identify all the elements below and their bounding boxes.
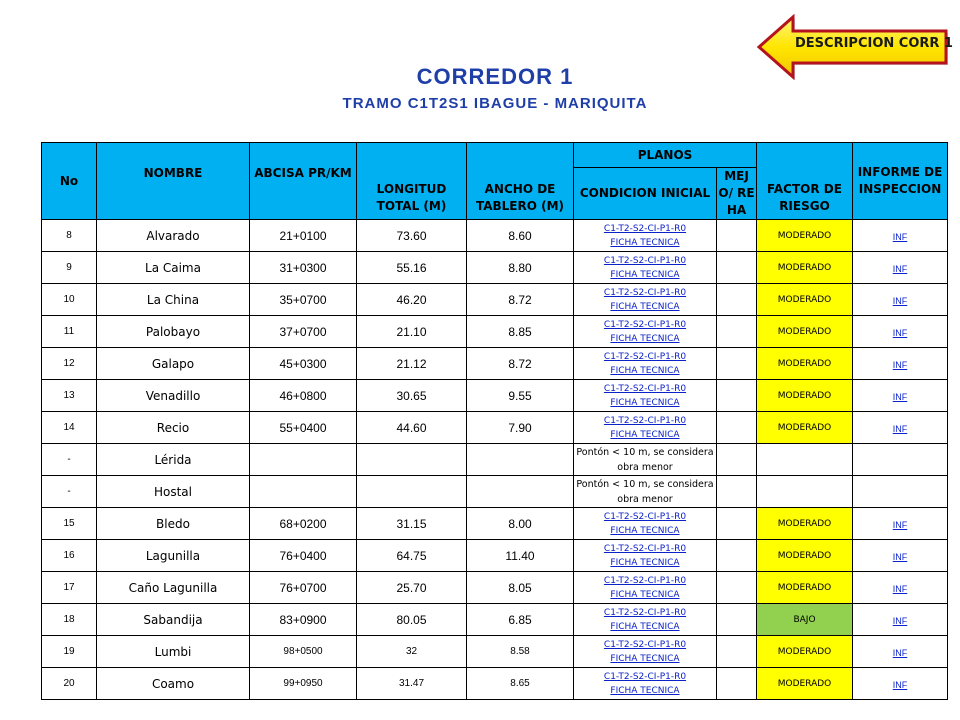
row-number: 18 <box>42 604 97 636</box>
risk-badge: MODERADO <box>757 540 853 572</box>
header-abcisa: ABCISA PR/KM <box>250 143 357 220</box>
plan-code-link[interactable]: C1-T2-S2-CI-P1-R0 <box>603 511 687 522</box>
plan-code-link[interactable]: C1-T2-S2-CI-P1-R0 <box>603 575 687 586</box>
table-row <box>42 380 948 412</box>
bridge-table <box>41 142 948 700</box>
plan-code-link[interactable]: C1-T2-S2-CI-P1-R0 <box>603 543 687 554</box>
longitud-cell: 64.75 <box>357 540 467 572</box>
abcisa-cell <box>250 476 357 508</box>
plan-cell <box>574 412 717 444</box>
mejora-cell <box>717 508 757 540</box>
plan-cell <box>574 316 717 348</box>
mejora-cell <box>717 444 757 476</box>
header-no: No <box>42 143 97 220</box>
abcisa-cell: 31+0300 <box>250 252 357 284</box>
bridge-name: Lagunilla <box>97 540 250 572</box>
ancho-cell: 8.00 <box>467 508 574 540</box>
bridge-name: Venadillo <box>97 380 250 412</box>
header-condicion: CONDICION INICIAL <box>574 168 717 220</box>
inf-link[interactable]: INF <box>892 615 908 626</box>
ficha-tecnica-link[interactable]: FICHA TECNICA <box>610 557 680 568</box>
ancho-cell: 6.85 <box>467 604 574 636</box>
report-cell <box>853 508 948 540</box>
inf-link[interactable]: INF <box>892 295 908 306</box>
header-ancho: ANCHO DE TABLERO (M) <box>467 143 574 220</box>
plan-cell <box>574 540 717 572</box>
mejora-cell <box>717 476 757 508</box>
report-cell <box>853 668 948 700</box>
row-number: 20 <box>42 668 97 700</box>
plan-cell <box>574 636 717 668</box>
header-nombre: NOMBRE <box>97 143 250 220</box>
ancho-cell <box>467 476 574 508</box>
ficha-tecnica-link[interactable]: FICHA TECNICA <box>610 301 680 312</box>
ancho-cell: 9.55 <box>467 380 574 412</box>
risk-badge <box>757 476 853 508</box>
row-number: 15 <box>42 508 97 540</box>
bridge-name: Recio <box>97 412 250 444</box>
header-informe: INFORME DE INSPECCION <box>853 143 948 220</box>
ficha-tecnica-link[interactable]: FICHA TECNICA <box>610 621 680 632</box>
table-row <box>42 284 948 316</box>
longitud-cell: 44.60 <box>357 412 467 444</box>
ancho-cell: 11.40 <box>467 540 574 572</box>
table-row <box>42 668 948 700</box>
mejora-cell <box>717 380 757 412</box>
inf-link[interactable]: INF <box>892 423 908 434</box>
row-number: 12 <box>42 348 97 380</box>
ancho-cell: 7.90 <box>467 412 574 444</box>
risk-badge: BAJO <box>757 604 853 636</box>
report-cell <box>853 380 948 412</box>
mejora-cell <box>717 572 757 604</box>
bridge-name: Alvarado <box>97 220 250 252</box>
plan-code-link[interactable]: C1-T2-S2-CI-P1-R0 <box>603 287 687 298</box>
ancho-cell <box>467 444 574 476</box>
abcisa-cell: 21+0100 <box>250 220 357 252</box>
bridge-name: Hostal <box>97 476 250 508</box>
row-number: 14 <box>42 412 97 444</box>
bridge-name: Lumbi <box>97 636 250 668</box>
table-row <box>42 252 948 284</box>
plan-cell <box>574 348 717 380</box>
longitud-cell: 30.65 <box>357 380 467 412</box>
longitud-cell: 55.16 <box>357 252 467 284</box>
plan-note: Pontón < 10 m, se considera obra menor <box>576 446 714 473</box>
risk-badge: MODERADO <box>757 348 853 380</box>
ficha-tecnica-link[interactable]: FICHA TECNICA <box>610 653 680 664</box>
plan-cell <box>574 508 717 540</box>
ficha-tecnica-link[interactable]: FICHA TECNICA <box>610 525 680 536</box>
table-row <box>42 476 948 508</box>
longitud-cell: 21.12 <box>357 348 467 380</box>
table-row <box>42 348 948 380</box>
report-cell <box>853 636 948 668</box>
plan-cell <box>574 252 717 284</box>
plan-cell <box>574 668 717 700</box>
risk-badge: MODERADO <box>757 412 853 444</box>
mejora-cell <box>717 604 757 636</box>
plan-code-link[interactable]: C1-T2-S2-CI-P1-R0 <box>603 351 687 362</box>
longitud-cell: 46.20 <box>357 284 467 316</box>
table-row <box>42 572 948 604</box>
report-cell <box>853 316 948 348</box>
ficha-tecnica-link[interactable]: FICHA TECNICA <box>610 333 680 344</box>
table-row <box>42 636 948 668</box>
mejora-cell <box>717 348 757 380</box>
risk-badge: MODERADO <box>757 284 853 316</box>
longitud-cell: 32 <box>357 636 467 668</box>
row-number: - <box>42 476 97 508</box>
ficha-tecnica-link[interactable]: FICHA TECNICA <box>610 237 680 248</box>
back-arrow-label: DESCRIPCION CORR 1 <box>795 36 953 51</box>
longitud-cell: 73.60 <box>357 220 467 252</box>
bridge-name: La Caima <box>97 252 250 284</box>
longitud-cell <box>357 444 467 476</box>
plan-code-link[interactable]: C1-T2-S2-CI-P1-R0 <box>603 671 687 682</box>
ancho-cell: 8.60 <box>467 220 574 252</box>
inf-link[interactable]: INF <box>892 327 908 338</box>
mejora-cell <box>717 284 757 316</box>
mejora-cell <box>717 412 757 444</box>
inf-link[interactable]: INF <box>892 263 908 274</box>
risk-badge: MODERADO <box>757 252 853 284</box>
ficha-tecnica-link[interactable]: FICHA TECNICA <box>610 589 680 600</box>
table-row <box>42 316 948 348</box>
table-row <box>42 444 948 476</box>
abcisa-cell: 55+0400 <box>250 412 357 444</box>
abcisa-cell: 46+0800 <box>250 380 357 412</box>
plan-cell <box>574 444 717 476</box>
abcisa-cell <box>250 444 357 476</box>
ancho-cell: 8.05 <box>467 572 574 604</box>
ancho-cell: 8.80 <box>467 252 574 284</box>
table-row <box>42 508 948 540</box>
bridge-name: Coamo <box>97 668 250 700</box>
bridge-name: Galapo <box>97 348 250 380</box>
row-number: - <box>42 444 97 476</box>
inf-link[interactable]: INF <box>892 519 908 530</box>
table-row <box>42 604 948 636</box>
row-number: 17 <box>42 572 97 604</box>
plan-code-link[interactable]: C1-T2-S2-CI-P1-R0 <box>603 639 687 650</box>
plan-cell <box>574 476 717 508</box>
report-cell <box>853 444 948 476</box>
page-subtitle: TRAMO C1T2S1 IBAGUE - MARIQUITA <box>342 95 648 112</box>
mejora-cell <box>717 220 757 252</box>
bridge-name: Palobayo <box>97 316 250 348</box>
inf-link[interactable]: INF <box>892 231 908 242</box>
bridge-name: Lérida <box>97 444 250 476</box>
longitud-cell: 25.70 <box>357 572 467 604</box>
ancho-cell: 8.65 <box>467 668 574 700</box>
plan-cell <box>574 572 717 604</box>
table-row <box>42 220 948 252</box>
plan-cell <box>574 604 717 636</box>
ancho-cell: 8.85 <box>467 316 574 348</box>
abcisa-cell: 37+0700 <box>250 316 357 348</box>
longitud-cell <box>357 476 467 508</box>
longitud-cell: 31.47 <box>357 668 467 700</box>
plan-code-link[interactable]: C1-T2-S2-CI-P1-R0 <box>603 383 687 394</box>
mejora-cell <box>717 252 757 284</box>
report-cell <box>853 540 948 572</box>
bridge-name: Sabandija <box>97 604 250 636</box>
ficha-tecnica-link[interactable]: FICHA TECNICA <box>610 397 680 408</box>
plan-code-link[interactable]: C1-T2-S2-CI-P1-R0 <box>603 255 687 266</box>
abcisa-cell: 99+0950 <box>250 668 357 700</box>
plan-cell <box>574 284 717 316</box>
row-number: 11 <box>42 316 97 348</box>
report-cell <box>853 476 948 508</box>
ancho-cell: 8.72 <box>467 348 574 380</box>
header-factor: FACTOR DE RIESGO <box>757 143 853 220</box>
header-longitud: LONGITUD TOTAL (M) <box>357 143 467 220</box>
plan-note: Pontón < 10 m, se considera obra menor <box>576 478 714 505</box>
bridge-name: Caño Lagunilla <box>97 572 250 604</box>
longitud-cell: 80.05 <box>357 604 467 636</box>
abcisa-cell: 68+0200 <box>250 508 357 540</box>
abcisa-cell: 35+0700 <box>250 284 357 316</box>
abcisa-cell: 83+0900 <box>250 604 357 636</box>
risk-badge: MODERADO <box>757 316 853 348</box>
risk-badge: MODERADO <box>757 572 853 604</box>
inf-link[interactable]: INF <box>892 551 908 562</box>
plan-code-link[interactable]: C1-T2-S2-CI-P1-R0 <box>603 415 687 426</box>
inf-link[interactable]: INF <box>892 359 908 370</box>
header-mejora: MEJO/ REHA <box>717 168 757 220</box>
row-number: 19 <box>42 636 97 668</box>
ancho-cell: 8.58 <box>467 636 574 668</box>
bridge-name: Bledo <box>97 508 250 540</box>
longitud-cell: 21.10 <box>357 316 467 348</box>
table-row <box>42 412 948 444</box>
longitud-cell: 31.15 <box>357 508 467 540</box>
risk-badge: MODERADO <box>757 668 853 700</box>
plan-code-link[interactable]: C1-T2-S2-CI-P1-R0 <box>603 319 687 330</box>
mejora-cell <box>717 668 757 700</box>
abcisa-cell: 76+0400 <box>250 540 357 572</box>
report-cell <box>853 220 948 252</box>
inf-link[interactable]: INF <box>892 583 908 594</box>
report-cell <box>853 604 948 636</box>
report-cell <box>853 348 948 380</box>
report-cell <box>853 284 948 316</box>
mejora-cell <box>717 636 757 668</box>
ficha-tecnica-link[interactable]: FICHA TECNICA <box>610 685 680 696</box>
inf-link[interactable]: INF <box>892 679 908 690</box>
abcisa-cell: 98+0500 <box>250 636 357 668</box>
row-number: 8 <box>42 220 97 252</box>
risk-badge: MODERADO <box>757 380 853 412</box>
plan-cell <box>574 220 717 252</box>
inf-link[interactable]: INF <box>892 647 908 658</box>
plan-code-link[interactable]: C1-T2-S2-CI-P1-R0 <box>603 607 687 618</box>
inf-link[interactable]: INF <box>892 391 908 402</box>
risk-badge <box>757 444 853 476</box>
table-row <box>42 540 948 572</box>
plan-cell <box>574 380 717 412</box>
abcisa-cell: 45+0300 <box>250 348 357 380</box>
ficha-tecnica-link[interactable]: FICHA TECNICA <box>610 269 680 280</box>
mejora-cell <box>717 316 757 348</box>
ficha-tecnica-link[interactable]: FICHA TECNICA <box>610 365 680 376</box>
plan-code-link[interactable]: C1-T2-S2-CI-P1-R0 <box>603 223 687 234</box>
abcisa-cell: 76+0700 <box>250 572 357 604</box>
risk-badge: MODERADO <box>757 220 853 252</box>
row-number: 10 <box>42 284 97 316</box>
ancho-cell: 8.72 <box>467 284 574 316</box>
risk-badge: MODERADO <box>757 636 853 668</box>
risk-badge: MODERADO <box>757 508 853 540</box>
report-cell <box>853 572 948 604</box>
bridge-name: La China <box>97 284 250 316</box>
report-cell <box>853 252 948 284</box>
page-title: CORREDOR 1 <box>416 64 574 89</box>
row-number: 16 <box>42 540 97 572</box>
row-number: 9 <box>42 252 97 284</box>
header-planos: PLANOS <box>574 143 757 168</box>
mejora-cell <box>717 540 757 572</box>
report-cell <box>853 412 948 444</box>
ficha-tecnica-link[interactable]: FICHA TECNICA <box>610 429 680 440</box>
row-number: 13 <box>42 380 97 412</box>
